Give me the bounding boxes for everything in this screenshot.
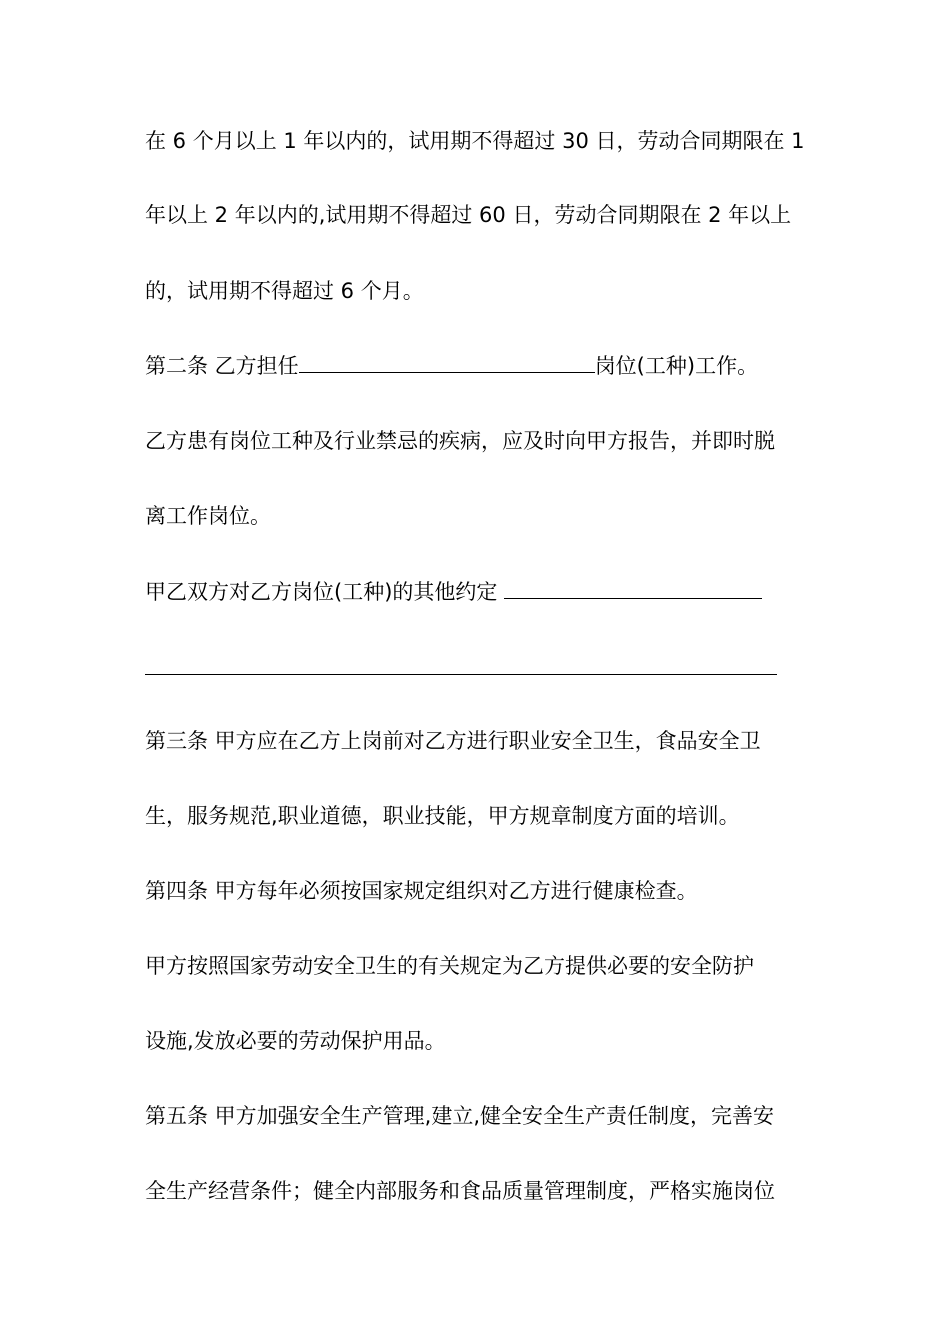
paragraph-line: 设施,发放必要的劳动保护用品。 (145, 1029, 446, 1053)
other-agreement-label: 甲乙双方对乙方岗位(工种)的其他约定 (145, 580, 505, 604)
paragraph-line: 甲方按照国家劳动安全卫生的有关规定为乙方提供必要的安全防护 (145, 954, 754, 978)
paragraph-line: 生，服务规范,职业道德，职业技能，甲方规章制度方面的培训。 (145, 804, 740, 828)
paragraph-line: 第五条 甲方加强安全生产管理,建立,健全安全生产责任制度，完善安 (145, 1104, 775, 1128)
paragraph-line: 的，试用期不得超过 6 个月。 (145, 279, 424, 303)
paragraph-line: 离工作岗位。 (145, 504, 271, 528)
article-2-prefix: 第二条 乙方担任 (145, 354, 299, 378)
article-2-suffix: 岗位(工种)工作。 (594, 354, 759, 378)
paragraph-line: 第三条 甲方应在乙方上岗前对乙方进行职业安全卫生，食品安全卫 (145, 729, 761, 753)
paragraph-line: 在 6 个月以上 1 年以内的，试用期不得超过 30 日，劳动合同期限在 1 (145, 129, 805, 153)
paragraph-line: 乙方患有岗位工种及行业禁忌的疾病，应及时向甲方报告，并即时脱 (145, 429, 775, 453)
article-2-line (145, 352, 758, 379)
paragraph-line: 全生产经营条件；健全内部服务和食品质量管理制度，严格实施岗位 (145, 1179, 775, 1203)
other-agreement-line (145, 578, 762, 605)
position-blank (299, 352, 595, 373)
paragraph-line: 年以上 2 年以内的,试用期不得超过 60 日，劳动合同期限在 2 年以上 (145, 203, 792, 227)
paragraph-line: 第四条 甲方每年必须按国家规定组织对乙方进行健康检查。 (145, 879, 698, 903)
other-agreement-blank (504, 578, 762, 599)
other-agreement-blank-line (145, 674, 777, 675)
